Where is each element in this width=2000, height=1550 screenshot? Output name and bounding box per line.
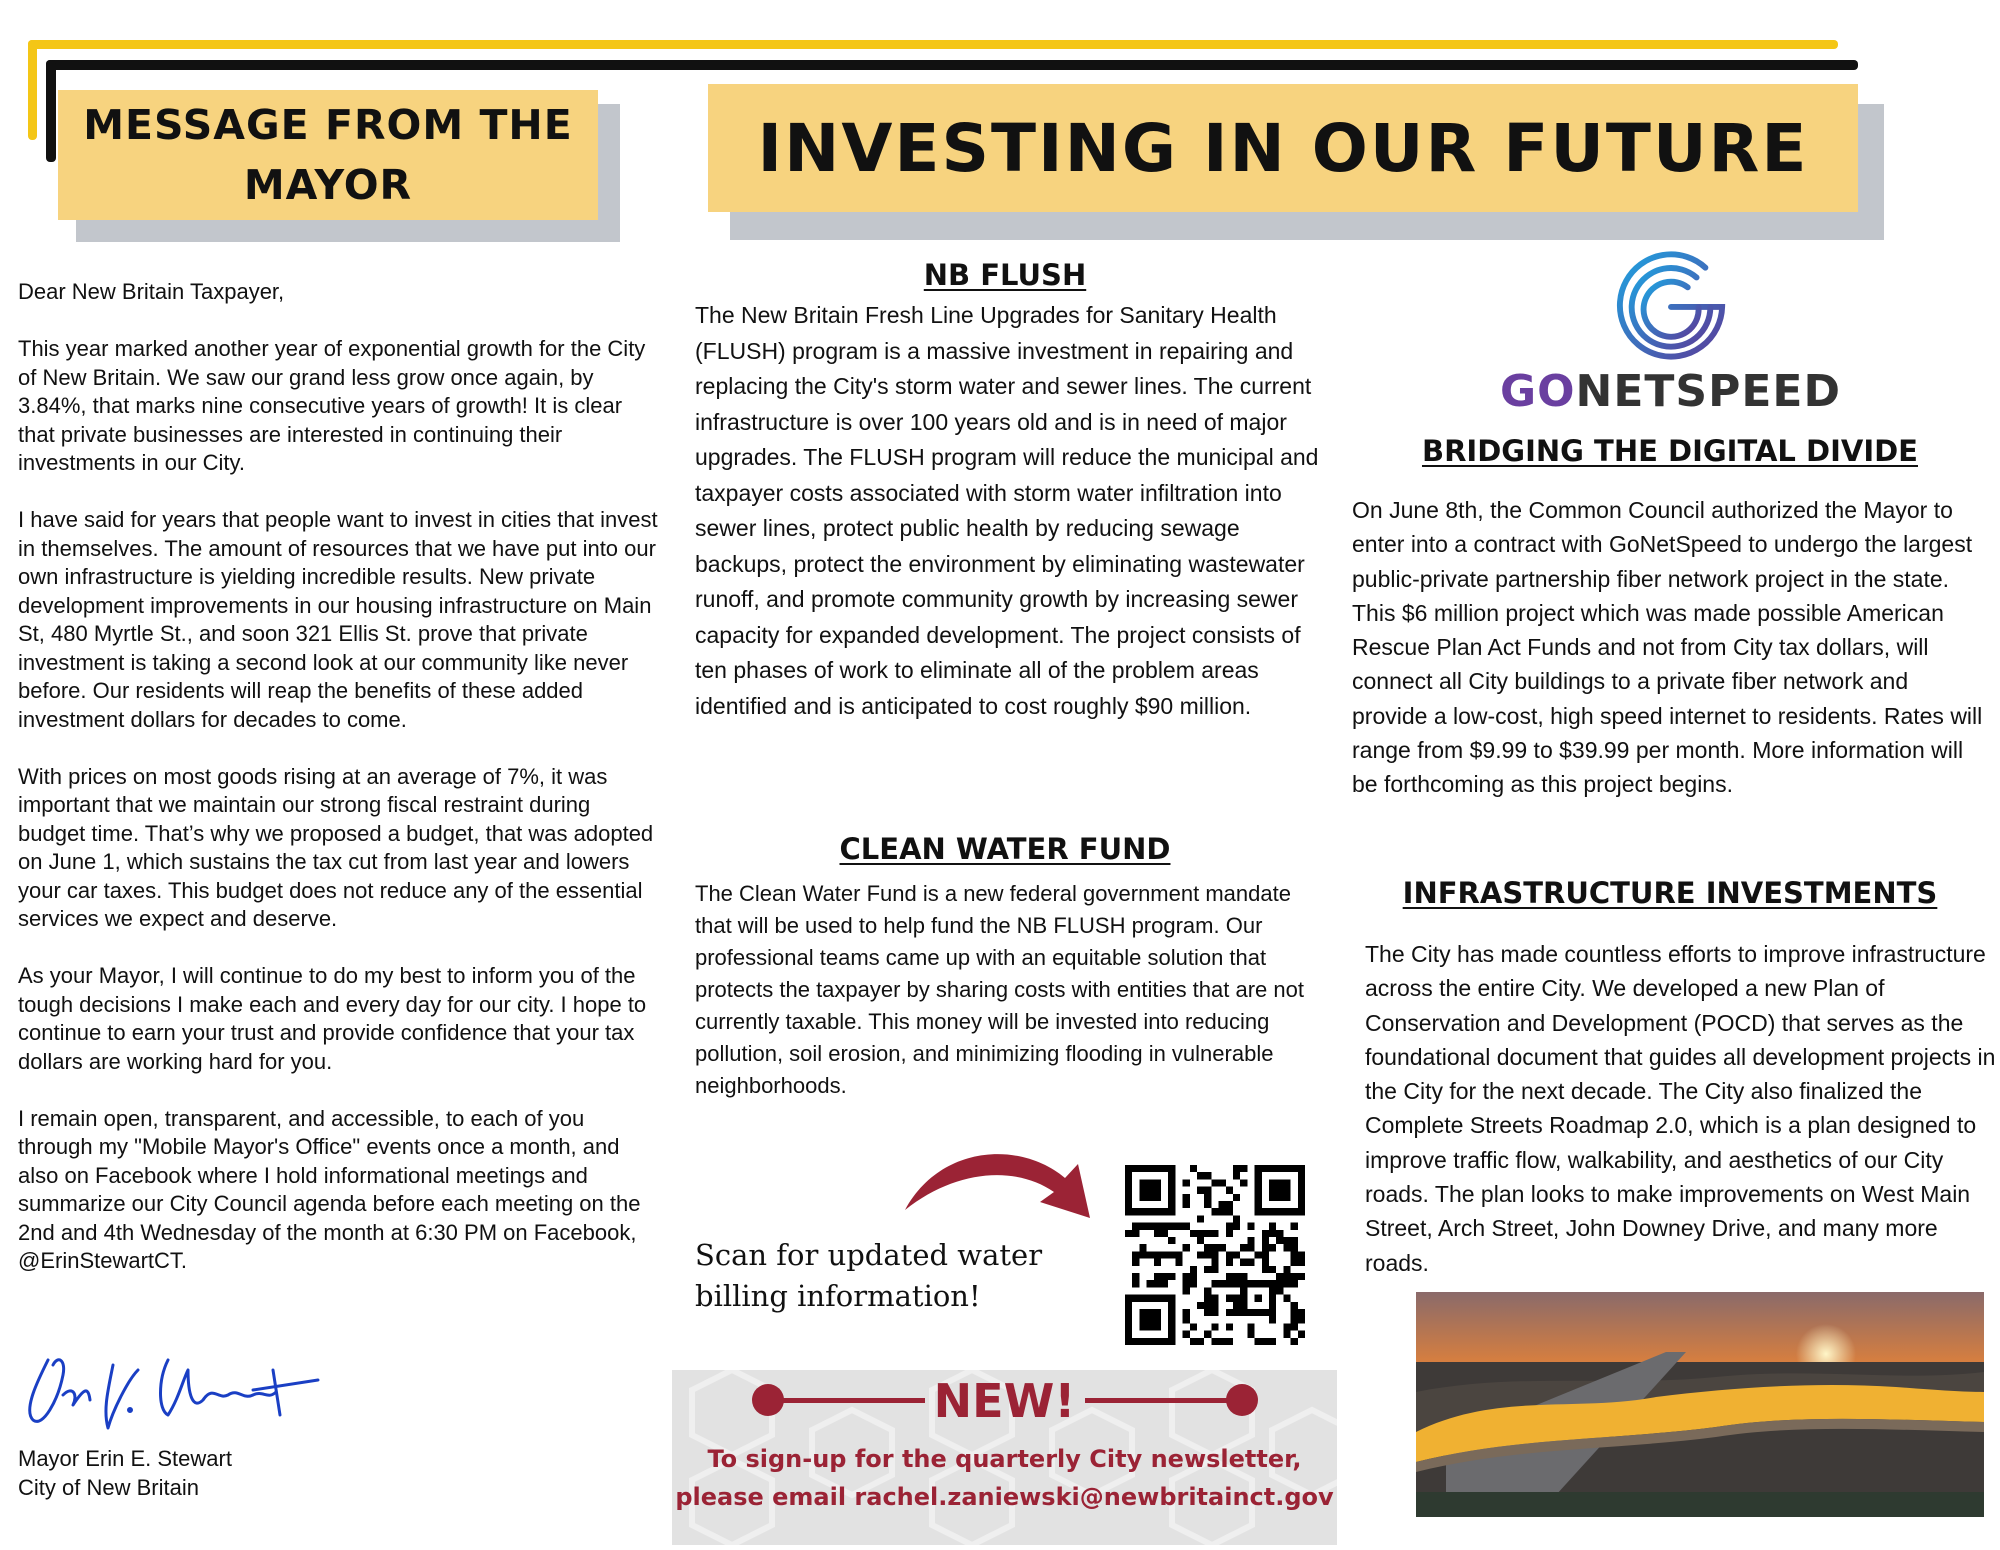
letter-paragraph: With prices on most goods rising at an average of 7%, it was important that we maintain our strong fiscal restraint during budget time. That’s why we proposed a budget, that was adopted on June 1, which sustains the tax cut from last year and lowers your car taxes. This budget does not reduce any of the essential services we expect and deserve. xyxy=(18,763,654,931)
mayor-title: MESSAGE FROM THE MAYOR xyxy=(58,90,598,220)
letter-greeting: Dear New Britain Taxpayer, xyxy=(18,279,285,304)
letter-paragraph: This year marked another year of exponential growth for the City of New Britain. We saw our grand less grow once again, by 3.84%, that marks nine consecutive years of growth! It is clear that private businesses are interested in continuing their investments in our City. xyxy=(18,336,646,475)
bridge-sunset-photo xyxy=(1416,1292,1984,1517)
signer-name: Mayor Erin E. Stewart xyxy=(18,1446,232,1471)
signature-block xyxy=(18,1445,232,1502)
digital-divide-body: On June 8th, the Common Council authorized the Mayor to enter into a contract with GoNetSpeed to undergo the largest public-private partnership fiber network project in the state. This $6 million project which was made possible American Rescue Plan Act Funds and not from City tax dollars, will connect all City buildings to a private fiber network and provide a low-cost, high speed internet to residents. Rates will range from $9.99 to $39.99 per month. More information will be forthcoming as this project begins. xyxy=(1352,497,1983,798)
infrastructure-body: The City has made countless efforts to improve infrastructure across the entire City. We developed a new Plan of Conservation and Development (POCD) that serves as the foundational document that guides all development projects in the City for the next decade. The City also finalized the Complete Streets Roadmap 2.0, which is a plan designed to improve traffic flow, walkability, and aesthetics of our City roads. The plan looks to make improvements on West Main Street, Arch Street, John Downey Drive, and many more roads. xyxy=(1365,941,1996,1276)
logo-netspeed-text: NETSPEED xyxy=(1575,366,1841,417)
signer-org: City of New Britain xyxy=(18,1474,199,1500)
scan-instruction: Scan for updated water billing information! xyxy=(695,1238,1043,1313)
gonetspeed-logo xyxy=(1500,366,1840,417)
curved-arrow-icon xyxy=(900,1140,1110,1220)
flush-title: NB FLUSH xyxy=(923,258,1087,292)
digital-divide-title: BRIDGING THE DIGITAL DIVIDE xyxy=(1421,434,1918,468)
infrastructure-title: INFRASTRUCTURE INVESTMENTS xyxy=(1402,876,1938,910)
gonetspeed-logo-icon xyxy=(1612,246,1730,364)
clean-water-title: CLEAN WATER FUND xyxy=(839,832,1171,866)
letter-paragraph: I have said for years that people want to invest in cities that invest in themselves. The amount of resources that we have put into our own infrastructure is yielding incredible results. New private development improvements in our housing infrastructure on Main St, 480 Myrtle St., and soon 321 Ellis St. prove that private investment is taking a second look at our community like never before. Our residents will reap the benefits of these added investment dollars for decades to come. xyxy=(18,507,658,732)
header-black-line-vertical xyxy=(46,60,56,162)
header-yellow-line-vertical xyxy=(28,40,37,140)
qr-code[interactable] xyxy=(1125,1165,1305,1345)
logo-go-text: GO xyxy=(1500,366,1576,417)
main-title: INVESTING IN OUR FUTURE xyxy=(708,84,1858,212)
new-label: NEW! xyxy=(933,1374,1076,1428)
letter-paragraph: As your Mayor, I will continue to do my best to inform you of the tough decisions I make each and every day for our city. I hope to continue to earn your trust and provide confidence that your tax dollars are working hard for you. xyxy=(18,963,647,1074)
letter-paragraph: I remain open, transparent, and accessible, to each of you through my "Mobile Mayor's Office" events once a month, and also on Facebook where I hold informational meetings and summarize our City Council agenda before each meeting on the 2nd and 4th Wednesday of the month at 6:30 PM on Facebook, @ErinStewartCT. xyxy=(18,1105,641,1273)
mayor-signature xyxy=(18,1340,338,1435)
header-black-line xyxy=(46,60,1858,70)
newsletter-signup-text: To sign-up for the quarterly City newsletter, please email rachel.zaniewski@newbritainct.gov xyxy=(675,1445,1334,1511)
header-yellow-line xyxy=(28,40,1838,49)
mayor-letter xyxy=(18,278,663,1304)
clean-water-body: The Clean Water Fund is a new federal government mandate that will be used to help fund the NB FLUSH program. Our professional teams came up with an equitable solution that protects the taxpayer by sharing costs with entities that are not currently taxable. This money will be invested into reducing pollution, soil erosion, and minimizing flooding in vulnerable neighborhoods. xyxy=(695,881,1304,1098)
flush-body: The New Britain Fresh Line Upgrades for Sanitary Health (FLUSH) program is a massive investment in repairing and replacing the City's storm water and sewer lines. The current infrastructure is over 100 years old and is in need of major upgrades. The FLUSH program will reduce the municipal and taxpayer costs associated with storm water infiltration into sewer lines, protect public health by reducing sewage backups, protect the environment by eliminating wastewater runoff, and promote community growth by increasing sewer capacity for expanded development. The project consists of ten phases of work to eliminate all of the problem areas identified and is anticipated to cost roughly $90 million. xyxy=(695,302,1319,719)
